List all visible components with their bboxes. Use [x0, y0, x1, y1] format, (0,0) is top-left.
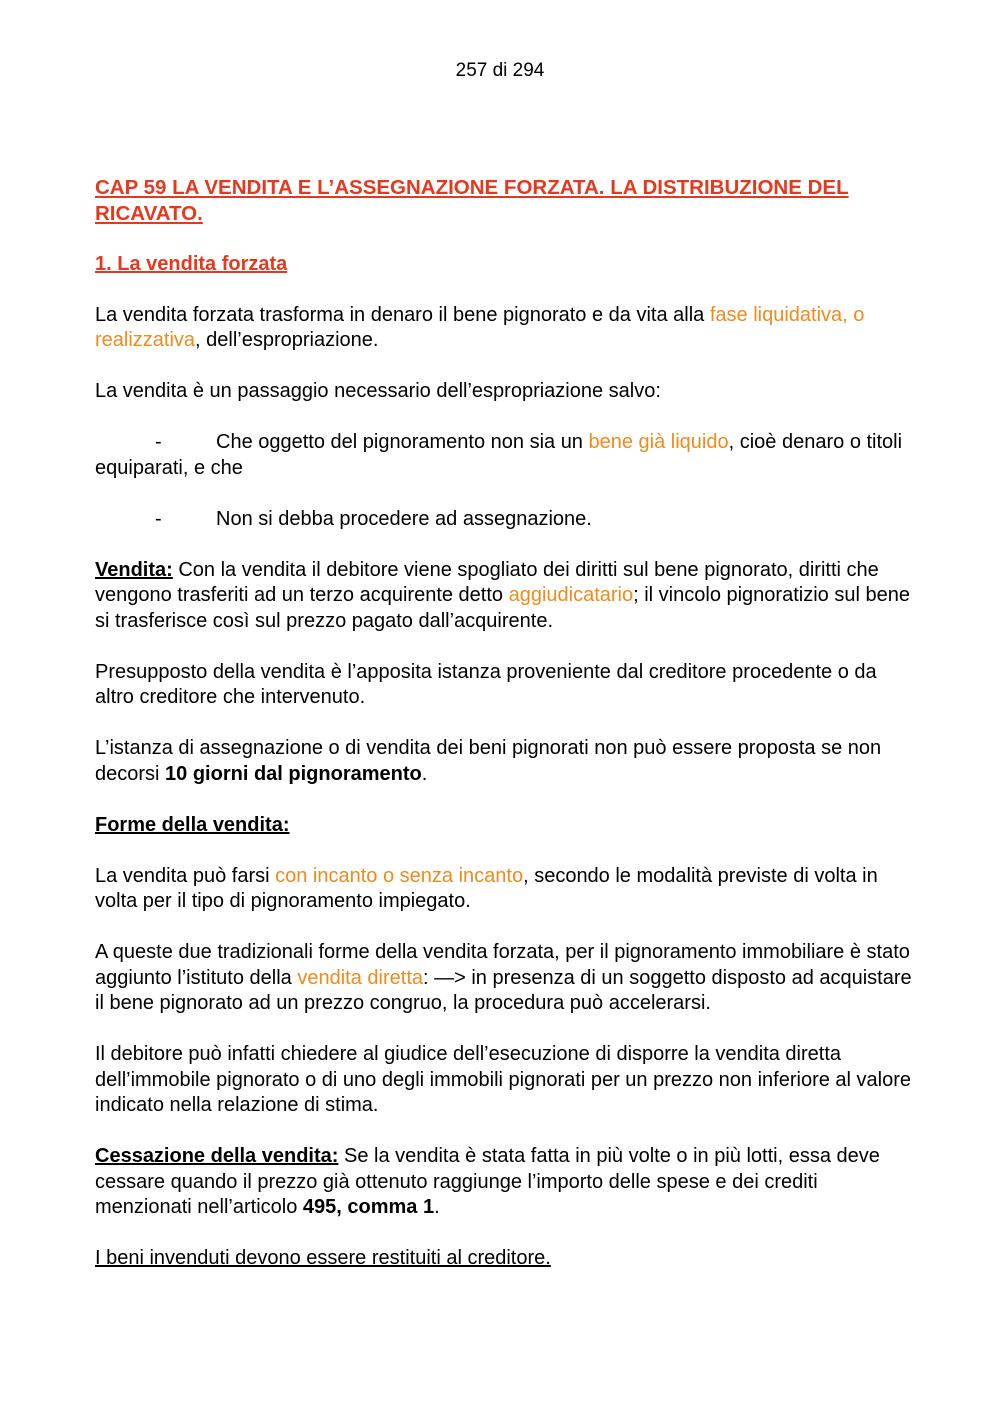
text: , cioè denaro o titoli equiparati, e che [95, 431, 903, 479]
paragraph-passaggio-necessario: La vendita è un passaggio necessario dell’espropriazione salvo: [95, 380, 661, 402]
paragraph-vendita [95, 558, 915, 635]
highlight-text: aggiudicatario [508, 584, 634, 606]
text: : —> in presenza di un soggetto disposto ad acquistare il bene pignorato ad un prezzo congruo, la procedura può accelerarsi. [95, 966, 912, 1014]
paragraph-vendita-diretta [95, 940, 915, 1017]
page-number: 257 di 294 [455, 60, 545, 81]
text: La vendita può farsi [95, 864, 276, 887]
text: , secondo le modalità previste di volta in volta per il tipo di pignoramento impiegato. [95, 864, 878, 912]
document-body [95, 175, 915, 1297]
list-dash: - [155, 431, 162, 453]
chapter-title: CAP 59 LA VENDITA E L’ASSEGNAZIONE FORZATA. LA DISTRIBUZIONE DEL RICAVATO. [95, 176, 849, 225]
paragraph-fase-liquidativa [95, 303, 915, 354]
highlight-text: con incanto o senza incanto [275, 864, 524, 887]
text: La vendita forzata trasforma in denaro il bene pignorato e da vita alla [95, 303, 710, 326]
text: Che oggetto del pignoramento non sia un [216, 431, 589, 453]
highlight-text: vendita diretta [297, 966, 423, 989]
text: A queste due tradizionali forme della vendita forzata, per il pignoramento immobiliare è stato aggiunto l’istituto della [95, 941, 910, 989]
list-dash: - [155, 507, 162, 530]
paragraph-istanza [95, 736, 915, 787]
inline-label: Vendita: [95, 558, 173, 581]
paragraph-incanto [95, 864, 915, 915]
text: . [421, 762, 428, 785]
text: . [434, 1196, 440, 1218]
highlight-text: bene già liquido [588, 431, 729, 453]
list-item [95, 507, 915, 533]
highlight-text: fase liquidativa, o realizzativa [95, 303, 865, 351]
paragraph-presupposto: Presupposto della vendita è l’apposita istanza proveniente dal creditore procedente o da altro creditore che intervenuto. [95, 660, 877, 708]
list-item [95, 430, 915, 481]
paragraph-cessazione [95, 1144, 915, 1221]
text: Se la vendita è stata fatta in più volte o in più lotti, essa deve cessare quando il prezzo già ottenuto raggiunge l’importo delle spese e dei crediti menzionati nell’articolo [95, 1145, 880, 1218]
inline-label: Cessazione della vendita: [95, 1145, 339, 1167]
subsection-heading: Forme della vendita: [95, 813, 290, 836]
bold-text: 10 giorni dal pignoramento [165, 762, 422, 785]
bold-text: 495, comma 1 [302, 1196, 435, 1218]
text: Con la vendita il debitore viene spogliato dei diritti sul bene pignorato, diritti che vengono trasferiti ad un terzo acquirente detto [95, 558, 879, 606]
paragraph-beni-invenduti: I beni invenduti devono essere restituiti al creditore. [95, 1247, 551, 1269]
text: , dell’espropriazione. [195, 329, 379, 351]
section-heading: 1. La vendita forzata [95, 252, 288, 275]
paragraph-debitore: Il debitore può infatti chiedere al giudice dell’esecuzione di disporre la vendita diretta dell’immobile pignorato o di uno degli immobili pignorati per un prezzo non inferiore al valore indicato nella relazione di stima. [95, 1043, 912, 1116]
text: ; il vincolo pignoratizio sul bene si trasferisce così sul prezzo pagato dall’acquirente. [95, 584, 910, 632]
text: L’istanza di assegnazione o di vendita dei beni pignorati non può essere proposta se non decorsi [95, 737, 882, 785]
exception-list [95, 430, 915, 532]
text: Non si debba procedere ad assegnazione. [216, 507, 592, 530]
